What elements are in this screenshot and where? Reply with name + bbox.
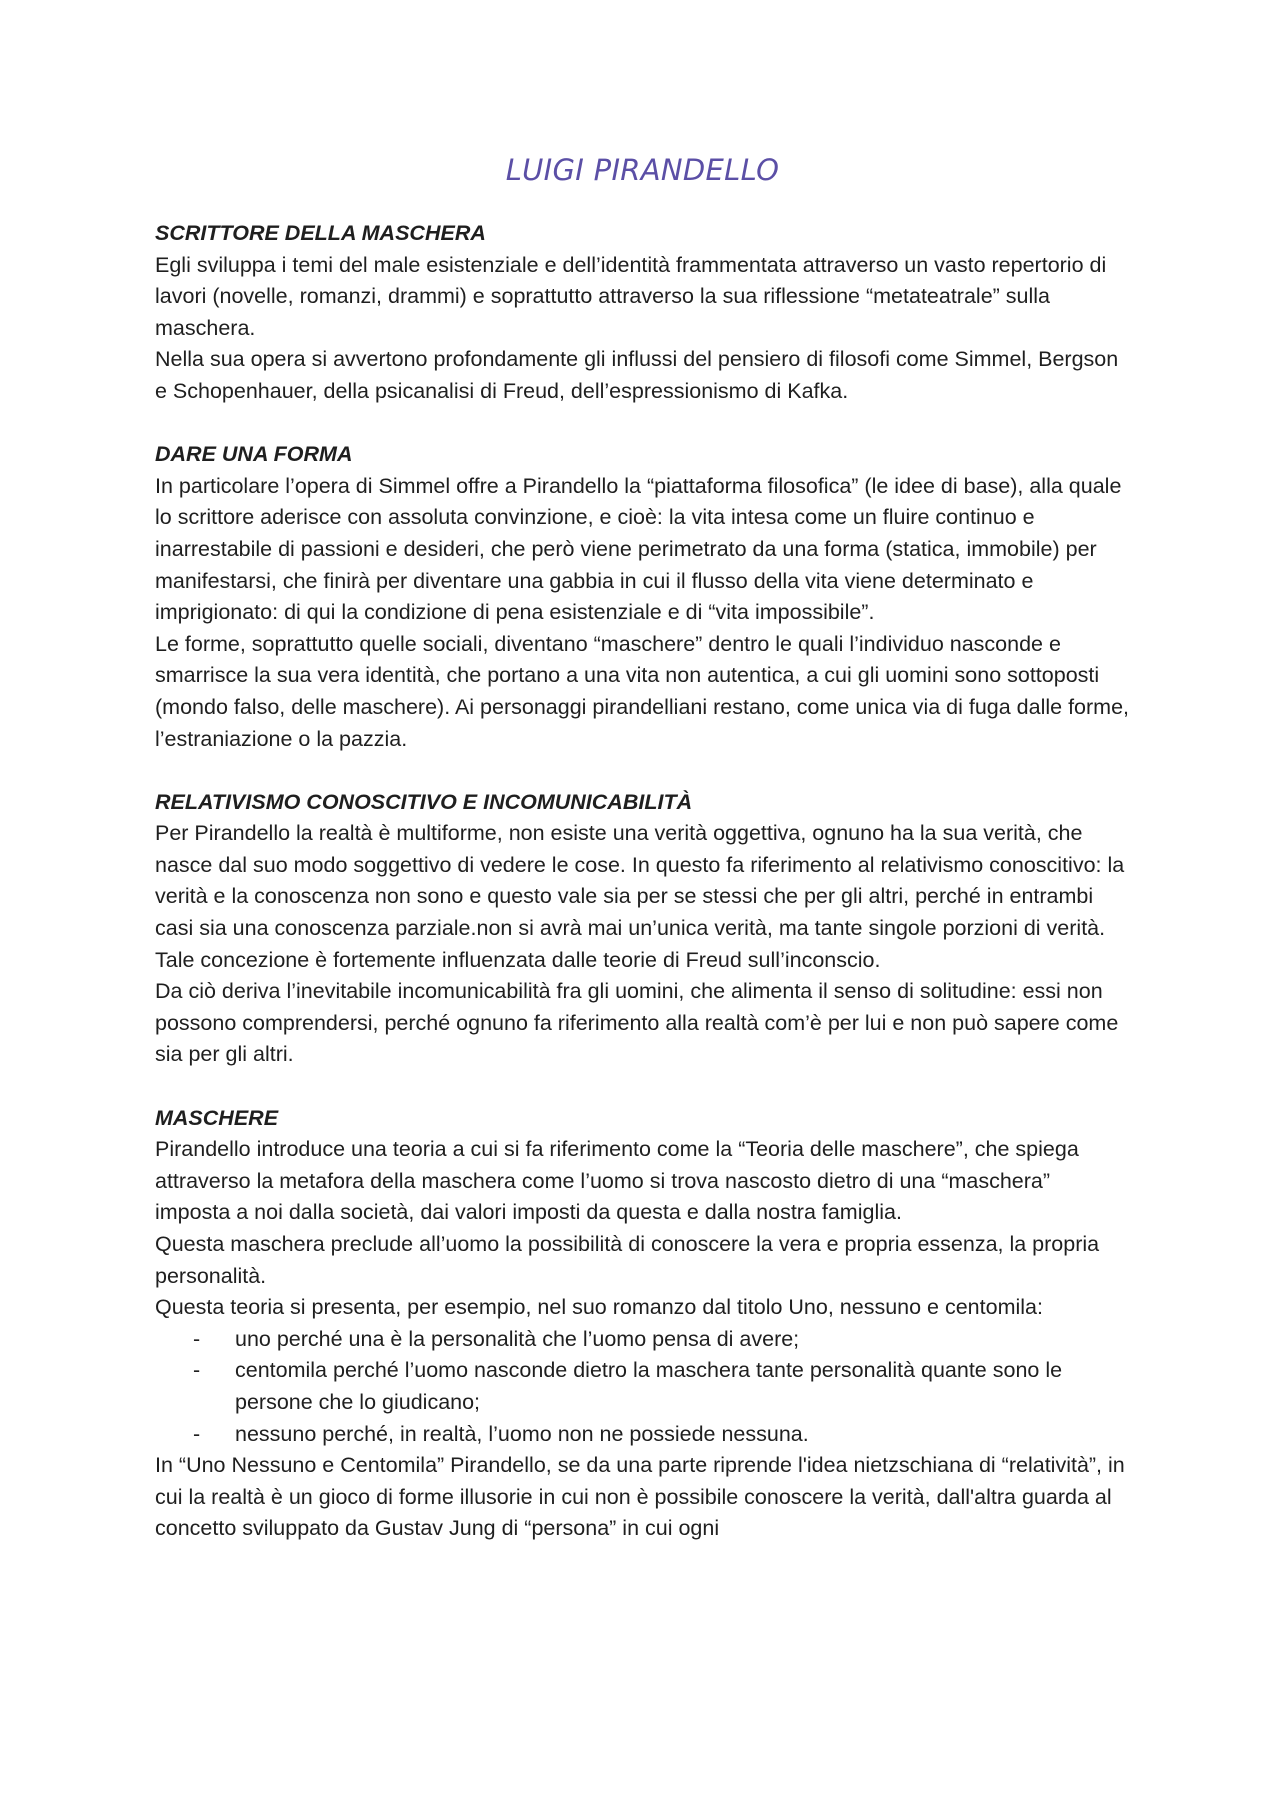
list-item: - uno perché una è la personalità che l’uomo pensa di avere; (235, 1324, 1130, 1356)
paragraph: Da ciò deriva l’inevitabile incomunicabilità fra gli uomini, che alimenta il senso di solitudine: essi non possono comprendersi, perché ognuno fa riferimento alla realtà com’è per lui e non può sapere come sia per gli altri. (155, 979, 1119, 1067)
section-heading: MASCHERE (155, 1105, 279, 1130)
section-relativismo (155, 787, 1130, 1071)
list-item: - centomila perché l’uomo nasconde dietro la maschera tante personalità quante sono le persone che lo giudicano; (235, 1355, 1130, 1418)
paragraph: Questa maschera preclude all’uomo la possibilità di conoscere la vera e propria essenza, la propria personalità. (155, 1232, 1100, 1288)
section-heading: RELATIVISMO CONOSCITIVO E INCOMUNICABILITÀ (155, 789, 693, 814)
document-title: LUIGI PIRANDELLO (505, 153, 780, 187)
paragraph: Le forme, soprattutto quelle sociali, diventano “maschere” dentro le quali l’individuo nasconde e smarrisce la sua vera identità, che portano a una vita non autentica, a cui gli uomini sono sottoposti (mondo falso, delle maschere). Ai personaggi pirandelliani restano, come unica via di fuga dalle forme, l’estraniazione o la pazzia. (155, 631, 1130, 751)
section-dare-forma (155, 439, 1130, 755)
paragraph: Per Pirandello la realtà è multiforme, non esiste una verità oggettiva, ognuno ha la sua verità, che nasce dal suo modo soggettivo di vedere le cose. In questo fa riferimento al relativismo conoscitivo: la verità e la conoscenza non sono e questo vale sia per se stessi che per gli altri, perché in entrambi casi sia una conoscenza parziale.non si avrà mai un’unica verità, ma tante singole porzioni di verità. Tale concezione è fortemente influenzata dalle teorie di Freud sull’inconscio. (155, 821, 1125, 972)
section-maschere (155, 1103, 1130, 1545)
section-heading: SCRITTORE DELLA MASCHERA (155, 221, 486, 245)
paragraph: In “Uno Nessuno e Centomila” Pirandello, se da una parte riprende l'idea nietzschiana di “relatività”, in cui la realtà è un gioco di forme illusorie in cui non è possibile conoscere la verità, dall'altra guarda al concetto sviluppato da Gustav Jung di “persona” in cui ogni (155, 1453, 1125, 1541)
paragraph: In particolare l’opera di Simmel offre a Pirandello la “piattaforma filosofica” (le idee di base), alla quale lo scrittore aderisce con assoluta convinzione, e cioè: la vita intesa come un fluire continuo e inarrestabile di passioni e desideri, che però viene perimetrato da una forma (statica, immobile) per manifestarsi, che finirà per diventare una gabbia in cui il flusso della vita viene determinato e imprigionato: di qui la condizione di pena esistenziale e di “vita impossibile”. (155, 473, 1122, 625)
paragraph: Questa teoria si presenta, per esempio, nel suo romanzo dal titolo Uno, nessuno e centomila: (155, 1295, 1043, 1320)
paragraph: Pirandello introduce una teoria a cui si fa riferimento come la “Teoria delle maschere”, che spiega attraverso la metafora della maschera come l’uomo si trova nascosto dietro di una “maschera” imposta a noi dalla società, dai valori imposti da questa e dalla nostra famiglia. (155, 1137, 1079, 1225)
section-scrittore (155, 218, 1130, 408)
paragraph: Nella sua opera si avvertono profondamente gli influssi del pensiero di filosofi come Simmel, Bergson e Schopenhauer, della psicanalisi di Freud, dell’espressionismo di Kafka. (155, 347, 1119, 403)
list-item: - nessuno perché, in realtà, l’uomo non ne possiede nessuna. (235, 1419, 1130, 1451)
document-page (155, 150, 1130, 1577)
paragraph: Egli sviluppa i temi del male esistenziale e dell’identità frammentata attraverso un vasto repertorio di lavori (novelle, romanzi, drammi) e soprattutto attraverso la sua riflessione “metateatrale” sulla maschera. (155, 252, 1107, 340)
section-heading: DARE UNA FORMA (155, 442, 353, 467)
dash-list (155, 1324, 1130, 1450)
